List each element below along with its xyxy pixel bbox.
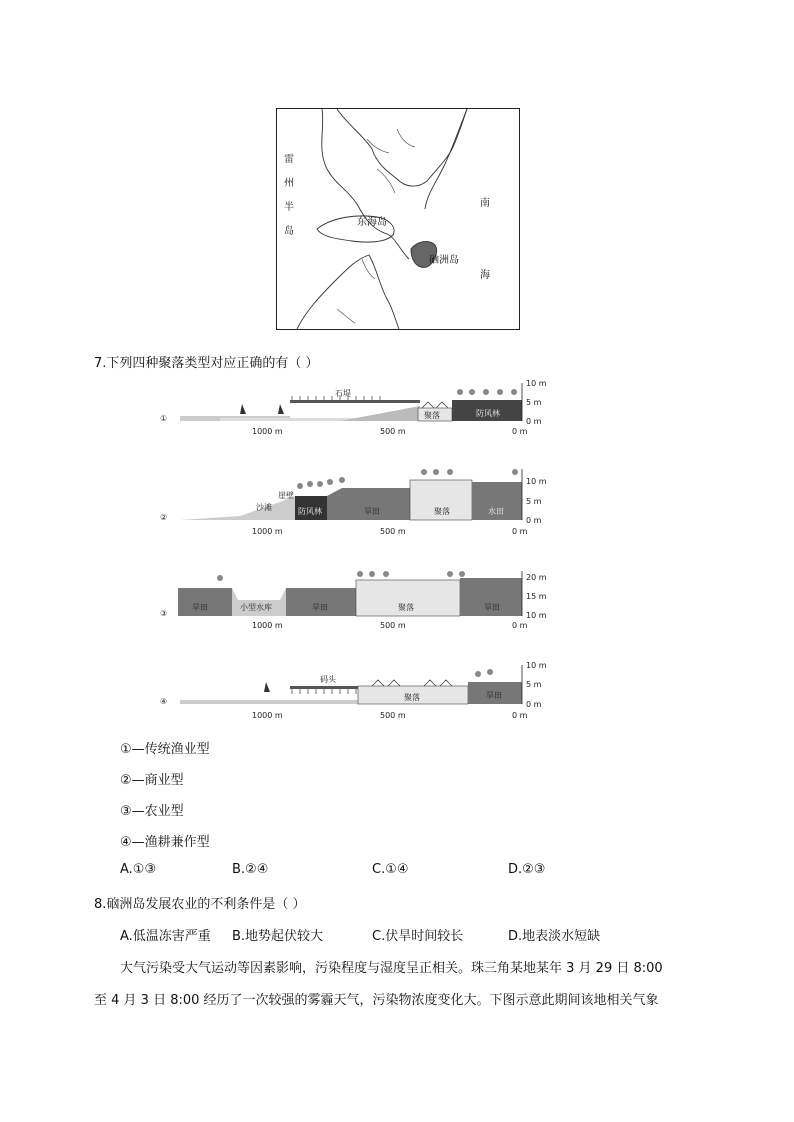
map-label-naozhou: 硇洲岛 bbox=[429, 255, 459, 266]
map-label-donghai: 东海岛 bbox=[357, 217, 387, 228]
profile-2-ytick-0: 0 m bbox=[526, 516, 542, 525]
statement-1: ①—传统渔业型 bbox=[120, 742, 210, 757]
question-7-stem: 7.下列四种聚落类型对应正确的有（ ） bbox=[94, 356, 319, 371]
map-label-leizhou: 雷 州 半 岛 bbox=[284, 154, 294, 237]
statement-2: ②—商业型 bbox=[120, 773, 184, 788]
q8-option-a[interactable]: A.低温冻害严重 bbox=[120, 929, 211, 944]
profile-2-xtick-500: 500 m bbox=[380, 527, 406, 536]
profile-2-ytick-10: 10 m bbox=[526, 477, 547, 486]
map-label-nanhai: 南 海 bbox=[480, 198, 490, 281]
profile-2-label-yabi: 崖壁 bbox=[278, 491, 294, 500]
q8-option-c[interactable]: C.伏旱时间较长 bbox=[372, 929, 464, 944]
profile-3-ytick-20: 20 m bbox=[526, 573, 547, 582]
profile-1 bbox=[160, 378, 550, 444]
profile-3-ytick-15: 15 m bbox=[526, 592, 547, 601]
question-8-stem: 8.硇洲岛发展农业的不利条件是（ ） bbox=[94, 897, 306, 912]
passage-line-1: 大气污染受大气运动等因素影响，污染程度与湿度呈正相关。珠三角某地某年 3 月 29 日 8:00 bbox=[120, 961, 663, 976]
profile-4-ytick-10: 10 m bbox=[526, 661, 547, 670]
q7-option-b[interactable]: B.②④ bbox=[232, 862, 269, 877]
profile-2-label-juluo: 聚落 bbox=[434, 507, 450, 516]
profile-4-label-juluo: 聚落 bbox=[404, 693, 420, 702]
profile-4-number: ④ bbox=[160, 697, 168, 706]
q7-option-d[interactable]: D.②③ bbox=[508, 862, 546, 877]
statement-4: ④—渔耕兼作型 bbox=[120, 835, 210, 850]
profile-3-xtick-0: 0 m bbox=[512, 621, 528, 630]
profile-1-label-fangfenglin: 防风林 bbox=[476, 409, 500, 418]
profile-4-label-matou: 码头 bbox=[320, 675, 336, 684]
profile-3-label-hantian-2: 旱田 bbox=[312, 603, 328, 612]
profile-3 bbox=[160, 566, 550, 636]
profile-3-label-hantian-1: 旱田 bbox=[192, 603, 208, 612]
profile-3-label-hantian-3: 旱田 bbox=[484, 603, 500, 612]
profile-4 bbox=[160, 660, 550, 728]
profile-3-label-shuiku: 小型水库 bbox=[240, 603, 272, 612]
profile-3-ytick-10: 10 m bbox=[526, 611, 547, 620]
profile-2 bbox=[160, 464, 550, 544]
profile-2-label-shuitian: 水田 bbox=[488, 507, 504, 516]
profile-1-ytick-0: 0 m bbox=[526, 417, 542, 426]
profile-1-number: ① bbox=[160, 414, 168, 423]
profile-1-xtick-1000: 1000 m bbox=[252, 427, 283, 436]
q7-option-c[interactable]: C.①④ bbox=[372, 862, 409, 877]
profile-4-xtick-0: 0 m bbox=[512, 711, 528, 720]
profile-3-number: ③ bbox=[160, 609, 168, 618]
profile-3-xtick-1000: 1000 m bbox=[252, 621, 283, 630]
profile-4-label-hantian: 旱田 bbox=[486, 691, 502, 700]
passage-line-2: 至 4 月 3 日 8:00 经历了一次较强的雾霾天气，污染物浓度变化大。下图示意此期间该地相关气象 bbox=[94, 993, 659, 1008]
profile-4-xtick-1000: 1000 m bbox=[252, 711, 283, 720]
profile-4-ytick-0: 0 m bbox=[526, 700, 542, 709]
q7-option-a[interactable]: A.①③ bbox=[120, 862, 157, 877]
profile-2-number: ② bbox=[160, 513, 168, 522]
profile-2-xtick-0: 0 m bbox=[512, 527, 528, 536]
map-figure bbox=[276, 108, 520, 330]
profile-2-label-shatan: 沙滩 bbox=[256, 503, 272, 512]
profile-4-ytick-5: 5 m bbox=[526, 680, 542, 689]
profile-2-label-hantian: 旱田 bbox=[364, 507, 380, 516]
profile-1-label-juluo: 聚落 bbox=[424, 411, 440, 420]
profile-3-xtick-500: 500 m bbox=[380, 621, 406, 630]
statement-3: ③—农业型 bbox=[120, 804, 184, 819]
profile-4-xtick-500: 500 m bbox=[380, 711, 406, 720]
profile-2-xtick-1000: 1000 m bbox=[252, 527, 283, 536]
profile-1-xtick-500: 500 m bbox=[380, 427, 406, 436]
q8-option-b[interactable]: B.地势起伏较大 bbox=[232, 929, 324, 944]
profile-3-label-juluo: 聚落 bbox=[398, 603, 414, 612]
profile-2-ytick-5: 5 m bbox=[526, 497, 542, 506]
profile-1-ytick-10: 10 m bbox=[526, 379, 547, 388]
profile-1-ytick-5: 5 m bbox=[526, 398, 542, 407]
profile-1-label-shidi: 石堤 bbox=[335, 389, 351, 398]
q8-option-d[interactable]: D.地表淡水短缺 bbox=[508, 929, 601, 944]
profile-2-label-fangfenglin: 防风林 bbox=[298, 507, 322, 516]
profile-1-xtick-0: 0 m bbox=[512, 427, 528, 436]
